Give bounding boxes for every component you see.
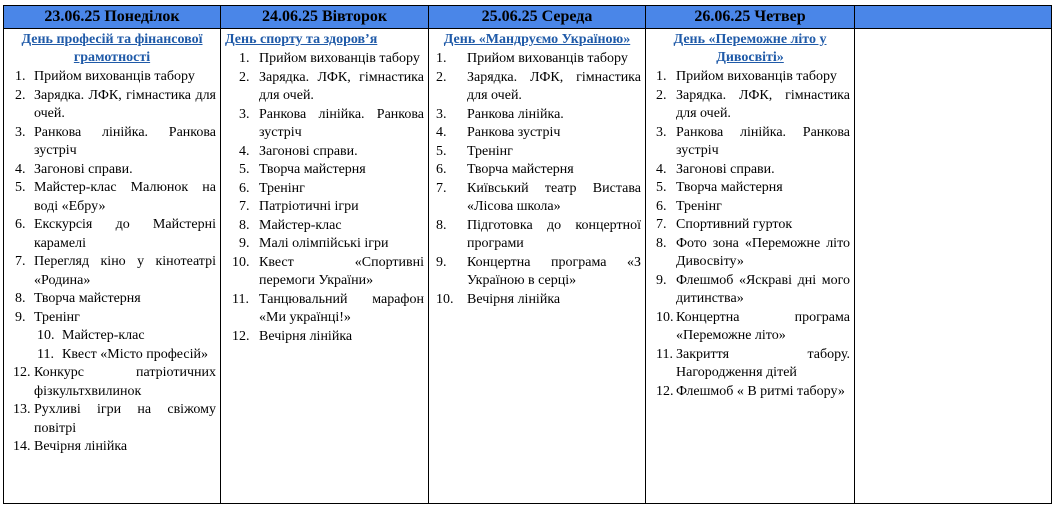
list-item: 9. Флешмоб «Яскраві дні мого дитинства» bbox=[656, 272, 850, 306]
list-item: 2. Зарядка. ЛФК, гімнастика для очей. bbox=[656, 87, 850, 121]
day-header-monday: 23.06.25 Понеділок bbox=[4, 6, 221, 29]
list-item: 14. Вечірня лінійка bbox=[13, 439, 128, 454]
day-theme: День професій та фінансової грамотності bbox=[21, 32, 203, 65]
list-item: 6. Творча майстерня bbox=[436, 162, 574, 177]
list-item: 7. Спортивний гурток bbox=[656, 217, 793, 232]
day-theme: День «Переможне літо у Дивосвіті» bbox=[673, 32, 827, 65]
list-item: 3. Ранкова лінійка. Ранкова зустріч bbox=[656, 124, 850, 158]
day-theme: День «Мандруємо Україною» bbox=[443, 32, 631, 47]
header-row bbox=[4, 6, 1052, 29]
list-item: 4. Загонові справи. bbox=[15, 161, 133, 177]
list-item: 10. Концертна програма «Переможне літо» bbox=[656, 309, 850, 343]
list-item: 11. Квест «Місто професій» bbox=[37, 346, 208, 362]
list-item: 8. Майстер-клас bbox=[239, 217, 342, 233]
list-item: 6. Екскурсія до Майстерні карамелі bbox=[15, 217, 216, 251]
list-item: 5. Тренінг bbox=[436, 143, 513, 159]
list-item: 2. Зарядка. ЛФК, гімнастика для очей. bbox=[15, 87, 216, 121]
list-item: 5. Майстер-клас Малюнок на воді «Ебру» bbox=[15, 180, 216, 214]
activity-list bbox=[221, 50, 428, 346]
list-item: 8. Творча майстерня bbox=[15, 291, 141, 306]
activity-list bbox=[4, 68, 220, 457]
activity-list bbox=[429, 50, 645, 309]
list-item: 4. Загонові справи. bbox=[656, 161, 775, 177]
list-item: 3. Ранкова лінійка. Ранкова зустріч bbox=[15, 124, 216, 158]
day-column-tuesday bbox=[221, 29, 429, 504]
list-item: 2. Зарядка. ЛФК, гімнастика для очей. bbox=[436, 69, 641, 103]
list-item: 10. Квест «Спортивні перемоги України» bbox=[232, 254, 424, 288]
list-item: 9. Малі олімпійські ігри bbox=[239, 236, 389, 251]
empty-column bbox=[855, 29, 1052, 504]
list-item: 3. Ранкова лінійка. Ранкова зустріч bbox=[239, 106, 424, 140]
schedule-table bbox=[3, 5, 1052, 504]
list-item: 1. Прийом вихованців табору bbox=[436, 51, 628, 66]
day-header-thursday: 26.06.25 Четвер bbox=[646, 6, 855, 29]
list-item: 10. Вечірня лінійка bbox=[436, 291, 561, 307]
day-header-tuesday: 24.06.25 Вівторок bbox=[221, 6, 429, 29]
day-column-thursday bbox=[646, 29, 855, 504]
list-item: 9. Тренінг bbox=[15, 309, 80, 325]
list-item: 10. Майстер-клас bbox=[37, 328, 145, 343]
list-item: 5. Творча майстерня bbox=[239, 162, 366, 177]
list-item: 4. Загонові справи. bbox=[239, 143, 358, 159]
activity-list bbox=[646, 68, 854, 401]
list-item: 5. Творча майстерня bbox=[656, 180, 783, 195]
list-item: 6. Тренінг bbox=[239, 180, 305, 196]
list-item: 8. Фото зона «Переможне літо Дивосвіту» bbox=[656, 235, 850, 269]
list-item: 7. Патріотичні ігри bbox=[239, 199, 359, 214]
list-item: 8. Підготовка до концертної програми bbox=[436, 217, 641, 251]
list-item: 7. Київський театр Вистава «Лісова школа» bbox=[436, 180, 641, 214]
list-item: 13. Рухливі ігри на свіжому повітрі bbox=[13, 402, 216, 436]
list-item: 1. Прийом вихованців табору bbox=[239, 51, 420, 66]
list-item: 2. Зарядка. ЛФК, гімнастика для очей. bbox=[239, 69, 424, 103]
day-header-empty bbox=[855, 6, 1052, 29]
day-column-monday bbox=[4, 29, 221, 504]
list-item: 11. Закриття табору. Нагородження дітей bbox=[656, 346, 850, 380]
list-item: 9. Концертна програма «З Україною в серці» bbox=[436, 254, 641, 288]
list-item: 3. Ранкова лінійка. bbox=[436, 106, 564, 122]
list-item: 7. Перегляд кіно у кінотеатрі «Родина» bbox=[15, 254, 216, 288]
list-item: 4. Ранкова зустріч bbox=[436, 125, 561, 140]
list-item: 6. Тренінг bbox=[656, 198, 722, 214]
list-item: 12. Конкурс патріотичних фізкультхвилинок bbox=[13, 365, 216, 399]
day-theme: День спорту та здоров’я bbox=[225, 32, 378, 47]
list-item: 12. Вечірня лінійка bbox=[232, 328, 353, 344]
list-item: 12. Флешмоб « В ритмі табору» bbox=[656, 383, 845, 399]
day-header-wednesday: 25.06.25 Середа bbox=[429, 6, 646, 29]
list-item: 1. Прийом вихованців табору bbox=[15, 69, 195, 84]
content-row bbox=[4, 29, 1052, 504]
list-item: 11. Танцювальний марафон «Ми українці!» bbox=[232, 291, 424, 325]
day-column-wednesday bbox=[429, 29, 646, 504]
list-item: 1. Прийом вихованців табору bbox=[656, 69, 837, 84]
